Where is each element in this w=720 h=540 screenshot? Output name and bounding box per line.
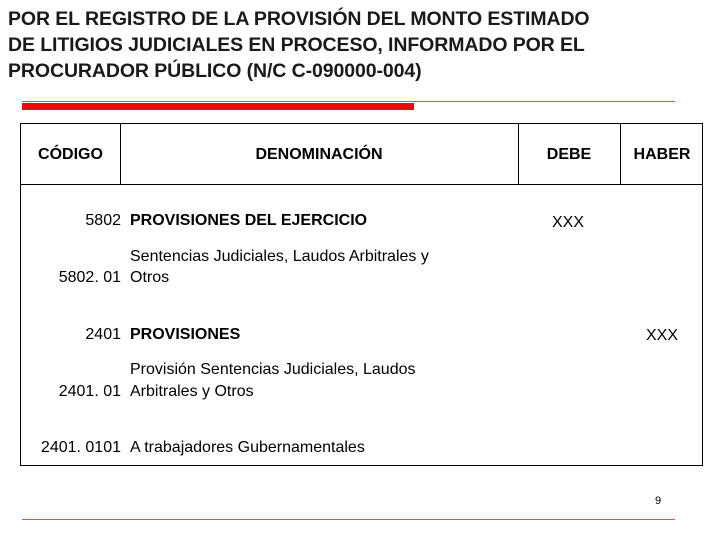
slide-title	[8, 6, 714, 84]
row-code: 2401. 0101	[40, 439, 121, 456]
row-description: PROVISIONES	[130, 326, 241, 343]
header-code: CÓDIGO	[38, 146, 103, 163]
row-description-cont: Arbitrales y Otros	[130, 383, 254, 400]
header-denomination: DENOMINACIÓN	[255, 146, 383, 163]
title-line-3: PROCURADOR PÚBLICO (N/C C-090000-004)	[8, 60, 422, 82]
title-line-1: POR EL REGISTRO DE LA PROVISIÓN DEL MONTO ESTIMADO	[8, 8, 590, 30]
page-number: 9	[655, 495, 662, 507]
row-code: 2401	[85, 326, 121, 343]
title-line-2: DE LITIGIOS JUDICIALES EN PROCESO, INFORMADO POR EL	[8, 34, 585, 56]
row-description: Sentencias Judiciales, Laudos Arbitrales y	[130, 248, 429, 265]
row-credit: XXX	[646, 327, 679, 344]
title-underline-thick	[22, 103, 414, 110]
row-debit: XXX	[552, 214, 585, 231]
row-description: PROVISIONES DEL EJERCICIO	[130, 212, 368, 229]
row-code: 5802	[85, 212, 121, 229]
row-code: 5802. 01	[58, 269, 121, 286]
row-code: 2401. 01	[58, 383, 121, 400]
header-debit: DEBE	[546, 146, 592, 163]
row-description-cont: Otros	[130, 269, 170, 286]
row-description: Provisión Sentencias Judiciales, Laudos	[130, 361, 416, 378]
row-description: A trabajadores Gubernamentales	[130, 439, 365, 456]
accounting-entry-table	[20, 123, 703, 466]
header-credit: HABER	[633, 146, 691, 163]
title-underline-thin	[22, 101, 675, 102]
header-divider	[21, 184, 702, 185]
footer-rule	[22, 519, 675, 520]
